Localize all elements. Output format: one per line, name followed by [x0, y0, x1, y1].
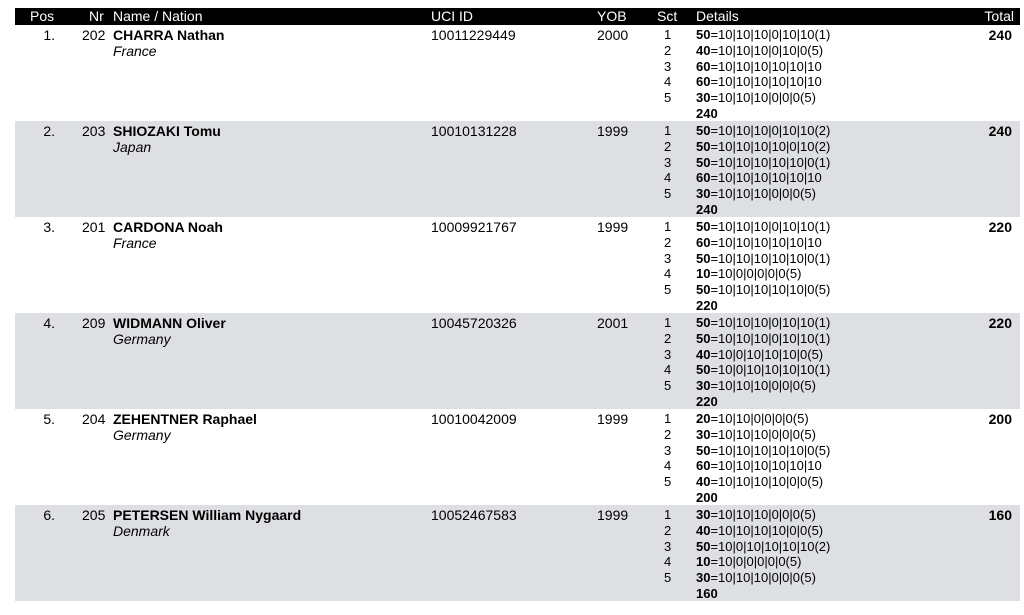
section-breakdown: =10|10|10|0|0|0(5)	[710, 426, 816, 442]
bib-number-cell: 205	[82, 507, 106, 523]
section-score: 50	[696, 27, 711, 42]
rider-nation: France	[113, 43, 157, 59]
section-breakdown: =10|10|10|0|10|0(5)	[710, 42, 824, 58]
section-breakdown: =10|10|10|0|10|10(1)	[710, 27, 831, 42]
bib-number-cell: 209	[82, 315, 106, 331]
position-cell: 1.	[43, 27, 55, 43]
section-detail	[696, 282, 830, 298]
section-score: 30	[696, 90, 711, 106]
position-cell: 2.	[43, 123, 55, 139]
section-detail	[696, 266, 830, 282]
section-detail	[696, 570, 830, 586]
section-breakdown: =10|10|10|10|10|10	[710, 234, 822, 250]
section-breakdown: =10|10|10|10|10|10	[710, 170, 822, 186]
section-detail	[696, 458, 830, 474]
table-row	[15, 313, 1020, 409]
section-score: 50	[696, 138, 711, 154]
section-number: 2	[664, 138, 672, 154]
section-number: 3	[664, 442, 672, 458]
section-number: 5	[664, 570, 672, 586]
total-score: 220	[988, 219, 1012, 235]
section-detail	[696, 251, 830, 267]
rider-nation: Germany	[113, 331, 171, 347]
section-number: 5	[664, 378, 672, 394]
section-breakdown: =10|10|10|0|10|10(1)	[710, 330, 831, 346]
section-detail	[696, 90, 830, 106]
details-subtotal: 160	[696, 585, 718, 601]
year-of-birth-cell: 2000	[597, 27, 629, 43]
section-detail	[696, 331, 830, 347]
section-list	[664, 219, 676, 298]
section-detail	[696, 411, 830, 427]
section-detail	[696, 315, 830, 331]
section-breakdown: =10|10|10|10|0|0(5)	[710, 474, 824, 490]
year-of-birth-cell: 1999	[597, 411, 629, 427]
details-subtotal: 220	[696, 393, 718, 409]
section-number: 2	[664, 234, 672, 250]
section-breakdown: =10|10|10|10|10|0(1)	[710, 154, 831, 170]
section-score: 60	[696, 74, 711, 90]
section-number: 1	[664, 123, 672, 138]
section-score: 20	[696, 411, 711, 426]
uci-id-cell: 10010042009	[431, 411, 517, 427]
year-of-birth-cell: 1999	[597, 123, 629, 139]
section-score: 40	[696, 522, 711, 538]
section-number: 4	[664, 362, 672, 378]
section-breakdown: =10|10|10|0|0|0(5)	[710, 186, 816, 202]
section-detail	[696, 362, 830, 378]
section-score: 30	[696, 378, 711, 394]
uci-id-cell: 10045720326	[431, 315, 517, 331]
section-number: 2	[664, 330, 672, 346]
column-header-pos: Pos	[30, 8, 55, 24]
section-detail	[696, 443, 830, 459]
uci-id-cell: 10010131228	[431, 123, 517, 139]
section-breakdown: =10|10|10|10|10|10	[710, 74, 822, 90]
section-detail	[696, 474, 830, 490]
section-score: 50	[696, 123, 711, 138]
section-score: 60	[696, 458, 711, 474]
section-breakdown: =10|10|10|0|10|10(1)	[710, 315, 831, 330]
rider-name: PETERSEN William Nygaard	[113, 507, 302, 523]
table-row	[15, 217, 1020, 313]
section-number: 3	[664, 346, 672, 362]
bib-number-cell: 202	[82, 27, 106, 43]
details-subtotal: 240	[696, 201, 718, 217]
total-score: 240	[988, 27, 1012, 43]
section-number: 4	[664, 170, 672, 186]
total-score: 160	[988, 507, 1012, 523]
section-number: 1	[664, 411, 672, 426]
position-cell: 5.	[43, 411, 55, 427]
section-score: 10	[696, 554, 711, 570]
rider-name: CHARRA Nathan	[113, 27, 225, 43]
section-number: 3	[664, 58, 672, 74]
total-score: 240	[988, 123, 1012, 139]
section-number: 4	[664, 266, 672, 282]
section-breakdown: =10|10|10|10|10|10	[710, 58, 822, 74]
section-score: 60	[696, 58, 711, 74]
details-subtotal: 220	[696, 297, 718, 313]
uci-id-cell: 10052467583	[431, 507, 517, 523]
section-detail	[696, 43, 830, 59]
bib-number-cell: 201	[82, 219, 106, 235]
section-list	[664, 411, 676, 490]
section-score: 30	[696, 570, 711, 586]
section-score: 50	[696, 362, 711, 378]
section-breakdown: =10|10|10|0|0|0(5)	[710, 570, 816, 586]
section-detail	[696, 219, 830, 235]
section-detail	[696, 74, 830, 90]
section-number: 5	[664, 186, 672, 202]
details-subtotal: 200	[696, 489, 718, 505]
section-breakdown: =10|10|10|10|0|0(5)	[710, 522, 824, 538]
section-number: 4	[664, 554, 672, 570]
total-score: 200	[988, 411, 1012, 427]
section-detail	[696, 123, 830, 139]
section-number: 2	[664, 42, 672, 58]
details-list	[696, 27, 830, 121]
uci-id-cell: 10011229449	[431, 27, 516, 43]
section-breakdown: =10|0|0|0|0|0(5)	[710, 554, 802, 570]
table-row	[15, 409, 1020, 505]
section-score: 50	[696, 219, 711, 234]
section-detail	[696, 347, 830, 363]
rider-name: SHIOZAKI Tomu	[113, 123, 221, 139]
details-subtotal: 240	[696, 105, 718, 121]
section-breakdown: =10|10|10|0|0|0(5)	[710, 378, 816, 394]
section-number: 3	[664, 250, 672, 266]
rider-nation: France	[113, 235, 157, 251]
section-score: 50	[696, 282, 711, 298]
column-header-total: Total	[984, 8, 1014, 24]
section-number: 1	[664, 507, 672, 522]
section-detail	[696, 507, 830, 523]
position-cell: 3.	[43, 219, 55, 235]
section-breakdown: =10|10|10|0|0|0(5)	[710, 507, 816, 522]
section-score: 50	[696, 154, 711, 170]
section-score: 30	[696, 186, 711, 202]
section-breakdown: =10|10|10|10|10|10	[710, 458, 822, 474]
section-number: 1	[664, 219, 672, 234]
section-breakdown: =10|0|10|10|10|0(5)	[710, 346, 824, 362]
section-score: 50	[696, 250, 711, 266]
section-detail	[696, 27, 830, 43]
position-cell: 6.	[43, 507, 55, 523]
bib-number-cell: 203	[82, 123, 106, 139]
table-row	[15, 505, 1020, 601]
section-breakdown: =10|10|10|0|10|10(2)	[710, 123, 831, 138]
section-breakdown: =10|10|10|10|10|0(5)	[710, 442, 831, 458]
section-detail	[696, 235, 830, 251]
section-breakdown: =10|0|0|0|0|0(5)	[710, 266, 802, 282]
rider-name: WIDMANN Oliver	[113, 315, 226, 331]
section-number: 5	[664, 90, 672, 106]
section-number: 1	[664, 315, 672, 330]
bib-number-cell: 204	[82, 411, 106, 427]
section-score: 40	[696, 474, 711, 490]
section-number: 4	[664, 74, 672, 90]
section-score: 60	[696, 234, 711, 250]
table-row	[15, 121, 1020, 217]
position-cell: 4.	[43, 315, 55, 331]
year-of-birth-cell: 1999	[597, 507, 629, 523]
section-list	[664, 315, 676, 394]
section-list	[664, 27, 676, 106]
column-header-nr: Nr	[89, 8, 104, 24]
section-score: 50	[696, 330, 711, 346]
section-breakdown: =10|10|10|0|0|0(5)	[710, 90, 816, 106]
rider-name: CARDONA Noah	[113, 219, 223, 235]
column-header-details: Details	[696, 8, 739, 24]
section-number: 2	[664, 522, 672, 538]
section-detail	[696, 554, 830, 570]
column-header-uci: UCI ID	[431, 8, 473, 24]
section-breakdown: =10|0|10|10|10|10(2)	[710, 538, 831, 554]
details-list	[696, 315, 830, 409]
section-detail	[696, 155, 830, 171]
details-list	[696, 411, 830, 505]
section-score: 30	[696, 426, 711, 442]
column-header-yob: YOB	[597, 8, 627, 24]
section-list	[664, 123, 676, 202]
section-number: 1	[664, 27, 672, 42]
section-number: 2	[664, 426, 672, 442]
column-header-sct: Sct	[657, 8, 678, 24]
section-detail	[696, 378, 830, 394]
section-number: 4	[664, 458, 672, 474]
section-score: 30	[696, 507, 711, 522]
section-breakdown: =10|10|10|0|10|10(1)	[710, 219, 831, 234]
details-list	[696, 507, 830, 601]
table-row	[15, 25, 1020, 121]
details-list	[696, 219, 830, 313]
section-detail	[696, 427, 830, 443]
table-header	[15, 8, 1020, 25]
section-score: 50	[696, 538, 711, 554]
rider-nation: Germany	[113, 427, 171, 443]
section-score: 50	[696, 442, 711, 458]
details-list	[696, 123, 830, 217]
rider-nation: Denmark	[113, 523, 170, 539]
section-detail	[696, 139, 830, 155]
rider-nation: Japan	[113, 139, 152, 155]
rider-name: ZEHENTNER Raphael	[113, 411, 257, 427]
section-detail	[696, 539, 830, 555]
section-detail	[696, 186, 830, 202]
section-breakdown: =10|10|10|10|0|10(2)	[710, 138, 831, 154]
section-number: 3	[664, 538, 672, 554]
section-breakdown: =10|0|10|10|10|10(1)	[710, 362, 831, 378]
total-score: 220	[988, 315, 1012, 331]
year-of-birth-cell: 2001	[597, 315, 629, 331]
section-breakdown: =10|10|10|10|10|0(5)	[710, 282, 831, 298]
section-score: 60	[696, 170, 711, 186]
section-number: 3	[664, 154, 672, 170]
year-of-birth-cell: 1999	[597, 219, 629, 235]
section-number: 5	[664, 474, 672, 490]
section-score: 10	[696, 266, 711, 282]
section-score: 50	[696, 315, 711, 330]
section-list	[664, 507, 676, 586]
section-number: 5	[664, 282, 672, 298]
uci-id-cell: 10009921767	[431, 219, 517, 235]
column-header-name: Name / Nation	[113, 8, 203, 24]
section-detail	[696, 170, 830, 186]
section-breakdown: =10|10|10|10|10|0(1)	[710, 250, 831, 266]
section-score: 40	[696, 42, 711, 58]
section-breakdown: =10|10|0|0|0|0(5)	[710, 411, 809, 426]
section-score: 40	[696, 346, 711, 362]
section-detail	[696, 59, 830, 75]
section-detail	[696, 523, 830, 539]
